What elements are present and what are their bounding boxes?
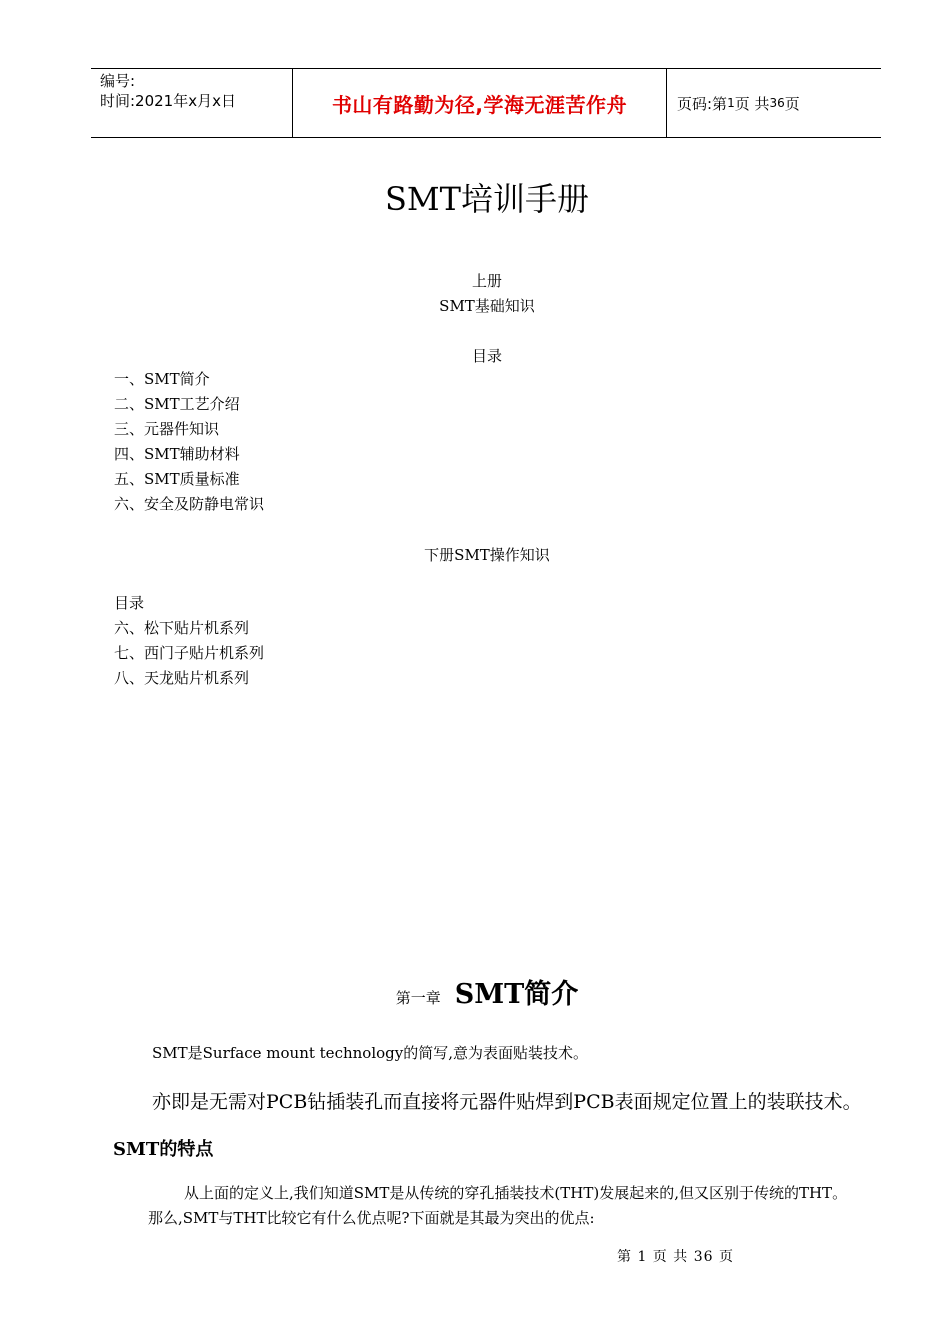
- header-page-cell: [667, 69, 881, 137]
- toc-item: 二、SMT工艺介绍: [114, 395, 240, 413]
- toc-item: 八、天龙贴片机系列: [114, 669, 250, 687]
- header-table: [91, 68, 881, 138]
- volume1-label: 上册: [471, 272, 502, 290]
- paragraph-definition: SMT是Surface mount technology的简写,意为表面贴装技术。: [152, 1044, 588, 1062]
- page-total: 36: [769, 96, 785, 110]
- header-motto: 书山有路勤为径,学海无涯苦作舟: [293, 69, 667, 137]
- paragraph-features: 从上面的定义上,我们知道SMT是从传统的穿孔插装技术(THT)发展起来的,但又区别于传统的THT。那么,SMT与THT比较它有什么优点呢?下面就是其最为突出的优点:: [148, 1184, 848, 1227]
- toc-item: 六、松下贴片机系列: [114, 619, 250, 637]
- volume2-toc-label: 目录: [114, 594, 145, 612]
- page-label-mid: 页 共: [734, 94, 770, 113]
- volume2-label: 下册SMT操作知识: [424, 546, 550, 564]
- chapter-heading: [0, 972, 950, 1011]
- toc-item: 五、SMT质量标准: [114, 470, 240, 488]
- chapter-number: 第一章: [395, 989, 441, 1007]
- section-heading: SMT的特点: [113, 1139, 214, 1160]
- header-info-cell: [91, 69, 293, 137]
- document-title: SMT培训手册: [384, 180, 590, 218]
- page-current: 1: [727, 96, 735, 110]
- volume1-toc-label: 目录: [471, 347, 502, 365]
- toc-item: 七、西门子贴片机系列: [114, 644, 265, 662]
- page-label-prefix: 页码:第: [677, 94, 728, 113]
- volume1-toc-list: [114, 367, 264, 517]
- page-label-suffix: 页: [784, 94, 800, 113]
- toc-item: 一、SMT简介: [114, 370, 210, 388]
- volume1-subtitle: SMT基础知识: [439, 297, 535, 315]
- toc-item: 三、元器件知识: [114, 420, 220, 438]
- toc-item: 四、SMT辅助材料: [114, 445, 240, 463]
- paragraph-explanation: 亦即是无需对PCB钻插装孔而直接将元器件贴焊到PCB表面规定位置上的装联技术。: [152, 1091, 862, 1113]
- volume2-toc-list: [114, 591, 264, 691]
- chapter-title: SMT简介: [454, 979, 579, 1010]
- number-label: 编号:: [100, 72, 136, 90]
- page-footer: 第 1 页 共 36 页: [617, 1249, 734, 1265]
- toc-item: 六、安全及防静电常识: [114, 495, 265, 513]
- time-label: 时间:2021年x月x日: [100, 92, 236, 110]
